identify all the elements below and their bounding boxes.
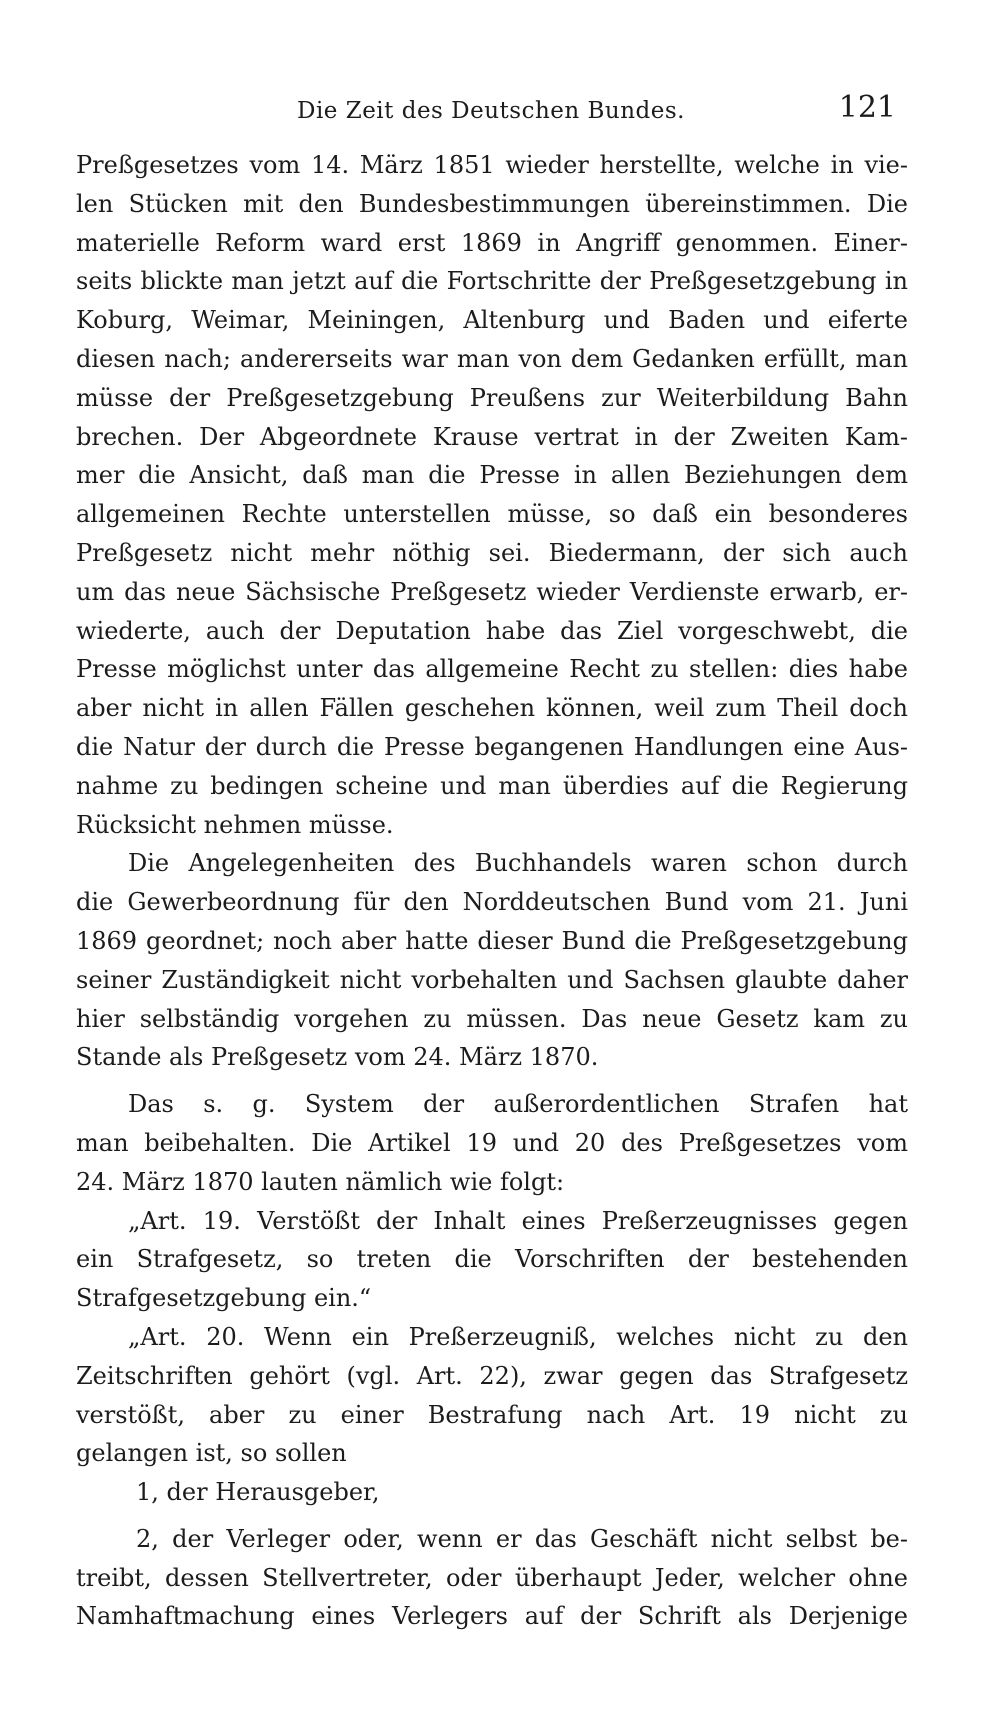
paragraph-start: Das s. g. System der außerordentlichen Strafen hat [128, 1090, 908, 1119]
text-line: Namhaftmachung eines Verlegers auf der Schrift als Derjenige [76, 1602, 908, 1631]
text-line: die Gewerbeordnung für den Norddeutschen Bund vom 21. Juni [76, 888, 908, 917]
quote-line: verstößt, aber zu einer Bestrafung nach Art. 19 nicht zu [76, 1400, 908, 1429]
text-line: Preßgesetzes vom 14. März 1851 wieder herstellte, welche in vie- [76, 151, 908, 179]
text-line: Preßgesetz nicht mehr nöthig sei. Biedermann, der sich auch [76, 538, 908, 567]
text-line: müsse der Preßgesetzgebung Preußens zur Weiterbildung Bahn [76, 383, 908, 412]
text-line: materielle Reform ward erst 1869 in Angriff genommen. Einer- [76, 228, 908, 257]
page-number: 121 [838, 90, 896, 125]
quote-line: Strafgesetzgebung ein.“ [76, 1284, 372, 1313]
list-item: 2, der Verleger oder, wenn er das Geschäft nicht selbst be- [136, 1524, 908, 1553]
text-line: 1869 geordnet; noch aber hatte dieser Bund die Preßgesetzgebung [76, 926, 908, 955]
text-line: seiner Zuständigkeit nicht vorbehalten und Sachsen glaubte daher [76, 965, 908, 994]
list-item: 1, der Herausgeber, [136, 1478, 380, 1507]
text-line: allgemeinen Rechte unterstellen müsse, so daß ein besonderes [76, 500, 908, 529]
text-line: die Natur der durch die Presse begangenen Handlungen eine Aus- [76, 732, 908, 761]
paragraph-start: Die Angelegenheiten des Buchhandels waren schon durch [128, 849, 908, 878]
text-line: 24. März 1870 lauten nämlich wie folgt: [76, 1167, 565, 1196]
text-line: hier selbständig vorgehen zu müssen. Das neue Gesetz kam zu [76, 1004, 908, 1033]
page-header [76, 88, 906, 140]
text-line: man beibehalten. Die Artikel 19 und 20 des Preßgesetzes vom [76, 1128, 908, 1157]
text-line: diesen nach; andererseits war man von dem Gedanken erfüllt, man [76, 344, 908, 373]
text-line: nahme zu bedingen scheine und man überdies auf die Regierung [76, 771, 908, 800]
text-line: um das neue Sächsische Preßgesetz wieder Verdienste erwarb, er- [76, 577, 908, 606]
text-line: treibt, dessen Stellvertreter, oder überhaupt Jeder, welcher ohne [76, 1563, 908, 1592]
paragraph-gap [76, 1077, 908, 1085]
quote-line: „Art. 19. Verstößt der Inhalt eines Preßerzeugnisses gegen [128, 1206, 908, 1235]
text-line: Presse möglichst unter das allgemeine Recht zu stellen: dies habe [76, 655, 908, 684]
text-line: seits blickte man jetzt auf die Fortschritte der Preßgesetzgebung in [76, 267, 908, 296]
quote-line: gelangen ist, so sollen [76, 1439, 347, 1468]
text-line: wiederte, auch der Deputation habe das Ziel vorgeschwebt, die [76, 616, 908, 645]
page-body [76, 146, 908, 1636]
text-line: aber nicht in allen Fällen geschehen können, weil zum Theil doch [76, 694, 908, 723]
text-line: brechen. Der Abgeordnete Krause vertrat in der Zweiten Kam- [76, 422, 908, 451]
text-line: mer die Ansicht, daß man die Presse in allen Beziehungen dem [76, 461, 908, 490]
text-line: len Stücken mit den Bundesbestimmungen übereinstimmen. Die [76, 189, 908, 218]
running-title: Die Zeit des Deutschen Bundes. [297, 98, 685, 124]
text-line: Koburg, Weimar, Meiningen, Altenburg und Baden und eiferte [76, 306, 908, 335]
text-line: Stande als Preßgesetz vom 24. März 1870. [76, 1043, 599, 1072]
quote-line: „Art. 20. Wenn ein Preßerzeugniß, welches nicht zu den [128, 1322, 908, 1351]
text-line: Rücksicht nehmen müsse. [76, 810, 394, 839]
quote-line: ein Strafgesetz, so treten die Vorschriften der bestehenden [76, 1245, 908, 1274]
quote-line: Zeitschriften gehört (vgl. Art. 22), zwar gegen das Strafgesetz [76, 1361, 908, 1390]
paragraph-gap [76, 1512, 908, 1520]
